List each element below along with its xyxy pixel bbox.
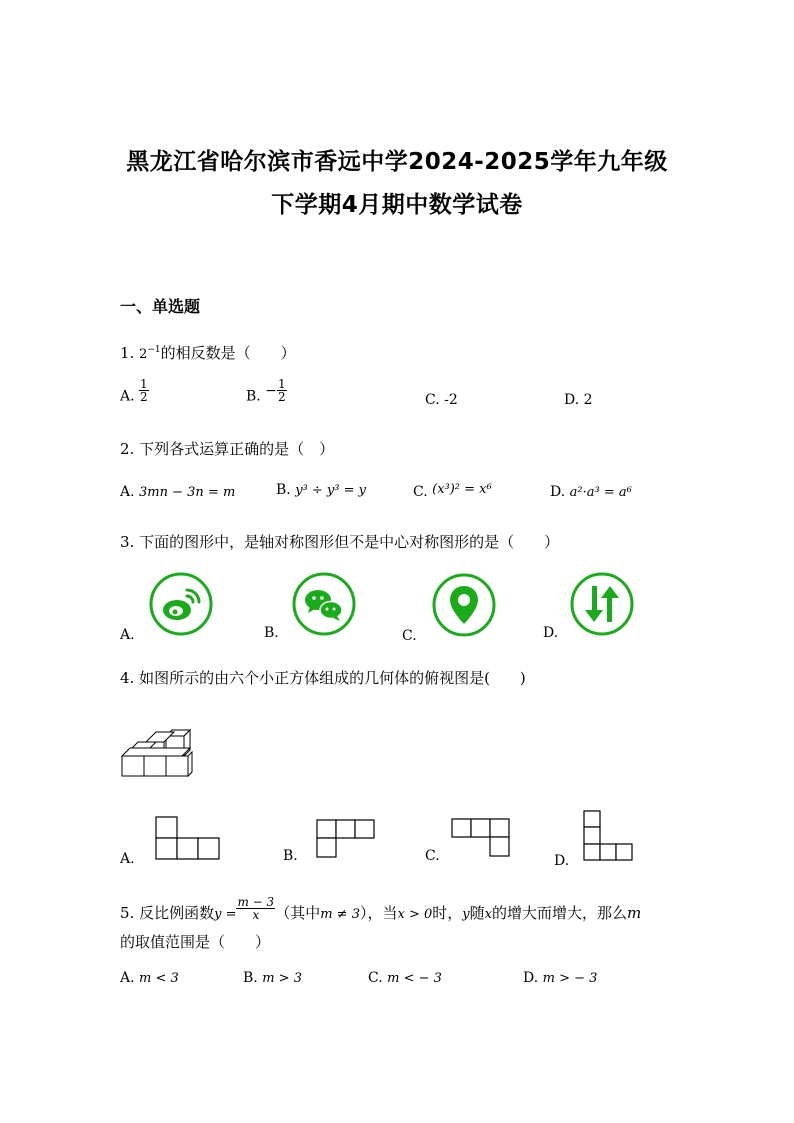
q5-option-b[interactable]	[243, 970, 302, 986]
question-5-stem-line1	[120, 895, 642, 927]
section-heading: 一、单选题	[120, 297, 201, 316]
option-label: C.	[413, 484, 428, 500]
q5-option-c[interactable]	[368, 970, 442, 986]
power-expression: $2^{-1}$	[139, 345, 161, 362]
location-pin-icon[interactable]	[432, 573, 496, 637]
option-label: B.	[243, 970, 258, 986]
q2-option-d[interactable]	[550, 484, 632, 500]
expression: m > − 3	[542, 971, 598, 986]
q3-option-d[interactable]: D.	[543, 625, 559, 641]
question-text: 反比例函数	[139, 904, 215, 922]
variable: m	[627, 904, 642, 922]
question-text: （其中	[275, 904, 321, 922]
top-view-d[interactable]	[583, 810, 635, 862]
question-text: 的相反数是（ ）	[160, 344, 296, 362]
negative-fraction: − $\frac{1}{2}$	[265, 377, 286, 404]
page-title-line1: 黑龙江省哈尔滨市香远中学2024-2025学年九年级	[126, 149, 668, 175]
variable: x	[484, 907, 492, 922]
top-view-b[interactable]	[316, 819, 376, 859]
question-5-stem-line2: 的取值范围是（ ）	[120, 933, 271, 951]
expression: m < 3	[139, 971, 179, 986]
q5-option-d[interactable]	[523, 970, 597, 986]
function-expression: y = $\frac{m - 3}{x}$	[214, 895, 275, 922]
q2-option-a[interactable]	[120, 484, 235, 500]
q4-option-b[interactable]: B.	[283, 848, 298, 864]
expression: m > 3	[262, 971, 302, 986]
option-label: A.	[120, 484, 135, 500]
option-label: B.	[276, 482, 291, 498]
cube-solid-figure	[120, 726, 194, 778]
page-title-line2: 下学期4月期中数学试卷	[271, 192, 523, 218]
q4-option-a[interactable]: A.	[120, 851, 135, 867]
q3-option-b[interactable]: B.	[264, 625, 279, 641]
question-text: 随	[469, 904, 485, 922]
wechat-icon[interactable]	[292, 572, 356, 636]
question-1-stem	[120, 342, 296, 363]
question-number: 5.	[120, 904, 135, 922]
q2-option-c[interactable]	[413, 484, 492, 500]
option-label: A.	[120, 388, 135, 405]
q3-option-c[interactable]: C.	[402, 628, 417, 644]
option-label: D.	[523, 970, 539, 986]
expression: 3mn − 3n = m	[139, 485, 236, 500]
q2-option-b[interactable]	[276, 482, 366, 498]
question-number: 1.	[120, 344, 135, 362]
question-text: ），当	[359, 904, 398, 922]
variable: y	[462, 907, 470, 922]
up-down-arrows-icon[interactable]	[570, 572, 634, 636]
question-4-stem: 4. 如图所示的由六个小正方体组成的几何体的俯视图是( )	[120, 669, 526, 687]
q5-option-a[interactable]	[120, 970, 179, 986]
q1-option-b[interactable]	[246, 377, 287, 409]
condition: x > 0	[397, 907, 433, 922]
q4-option-d[interactable]: D.	[554, 853, 570, 869]
option-label: B.	[246, 388, 261, 405]
option-label: C.	[368, 970, 383, 986]
expression: a²·a³ = a⁶	[569, 485, 632, 500]
question-text: 的增大而增大，那么	[491, 904, 627, 922]
q4-option-c[interactable]: C.	[425, 848, 440, 864]
question-2-stem: 2. 下列各式运算正确的是（ ）	[120, 440, 335, 458]
expression: (x³)² = x⁶	[432, 482, 492, 497]
expression: y³ ÷ y³ = y	[295, 483, 366, 498]
top-view-a[interactable]	[155, 816, 221, 860]
expression: m < − 3	[387, 971, 442, 986]
fraction: $\frac{1}{2}$	[140, 377, 148, 404]
option-label: D.	[550, 484, 566, 500]
q3-option-a[interactable]: A.	[120, 627, 135, 643]
q1-option-a[interactable]	[120, 377, 149, 409]
q1-option-c[interactable]: C. -2	[425, 392, 458, 408]
question-3-stem: 3. 下面的图形中，是轴对称图形但不是中心对称图形的是（ ）	[120, 533, 560, 551]
question-text: 时，	[432, 904, 463, 922]
q1-option-d[interactable]: D. 2	[564, 392, 593, 408]
top-view-c[interactable]	[451, 818, 511, 858]
weibo-icon[interactable]	[149, 572, 213, 636]
option-label: A.	[120, 970, 135, 986]
condition: m ≠ 3	[320, 907, 360, 922]
